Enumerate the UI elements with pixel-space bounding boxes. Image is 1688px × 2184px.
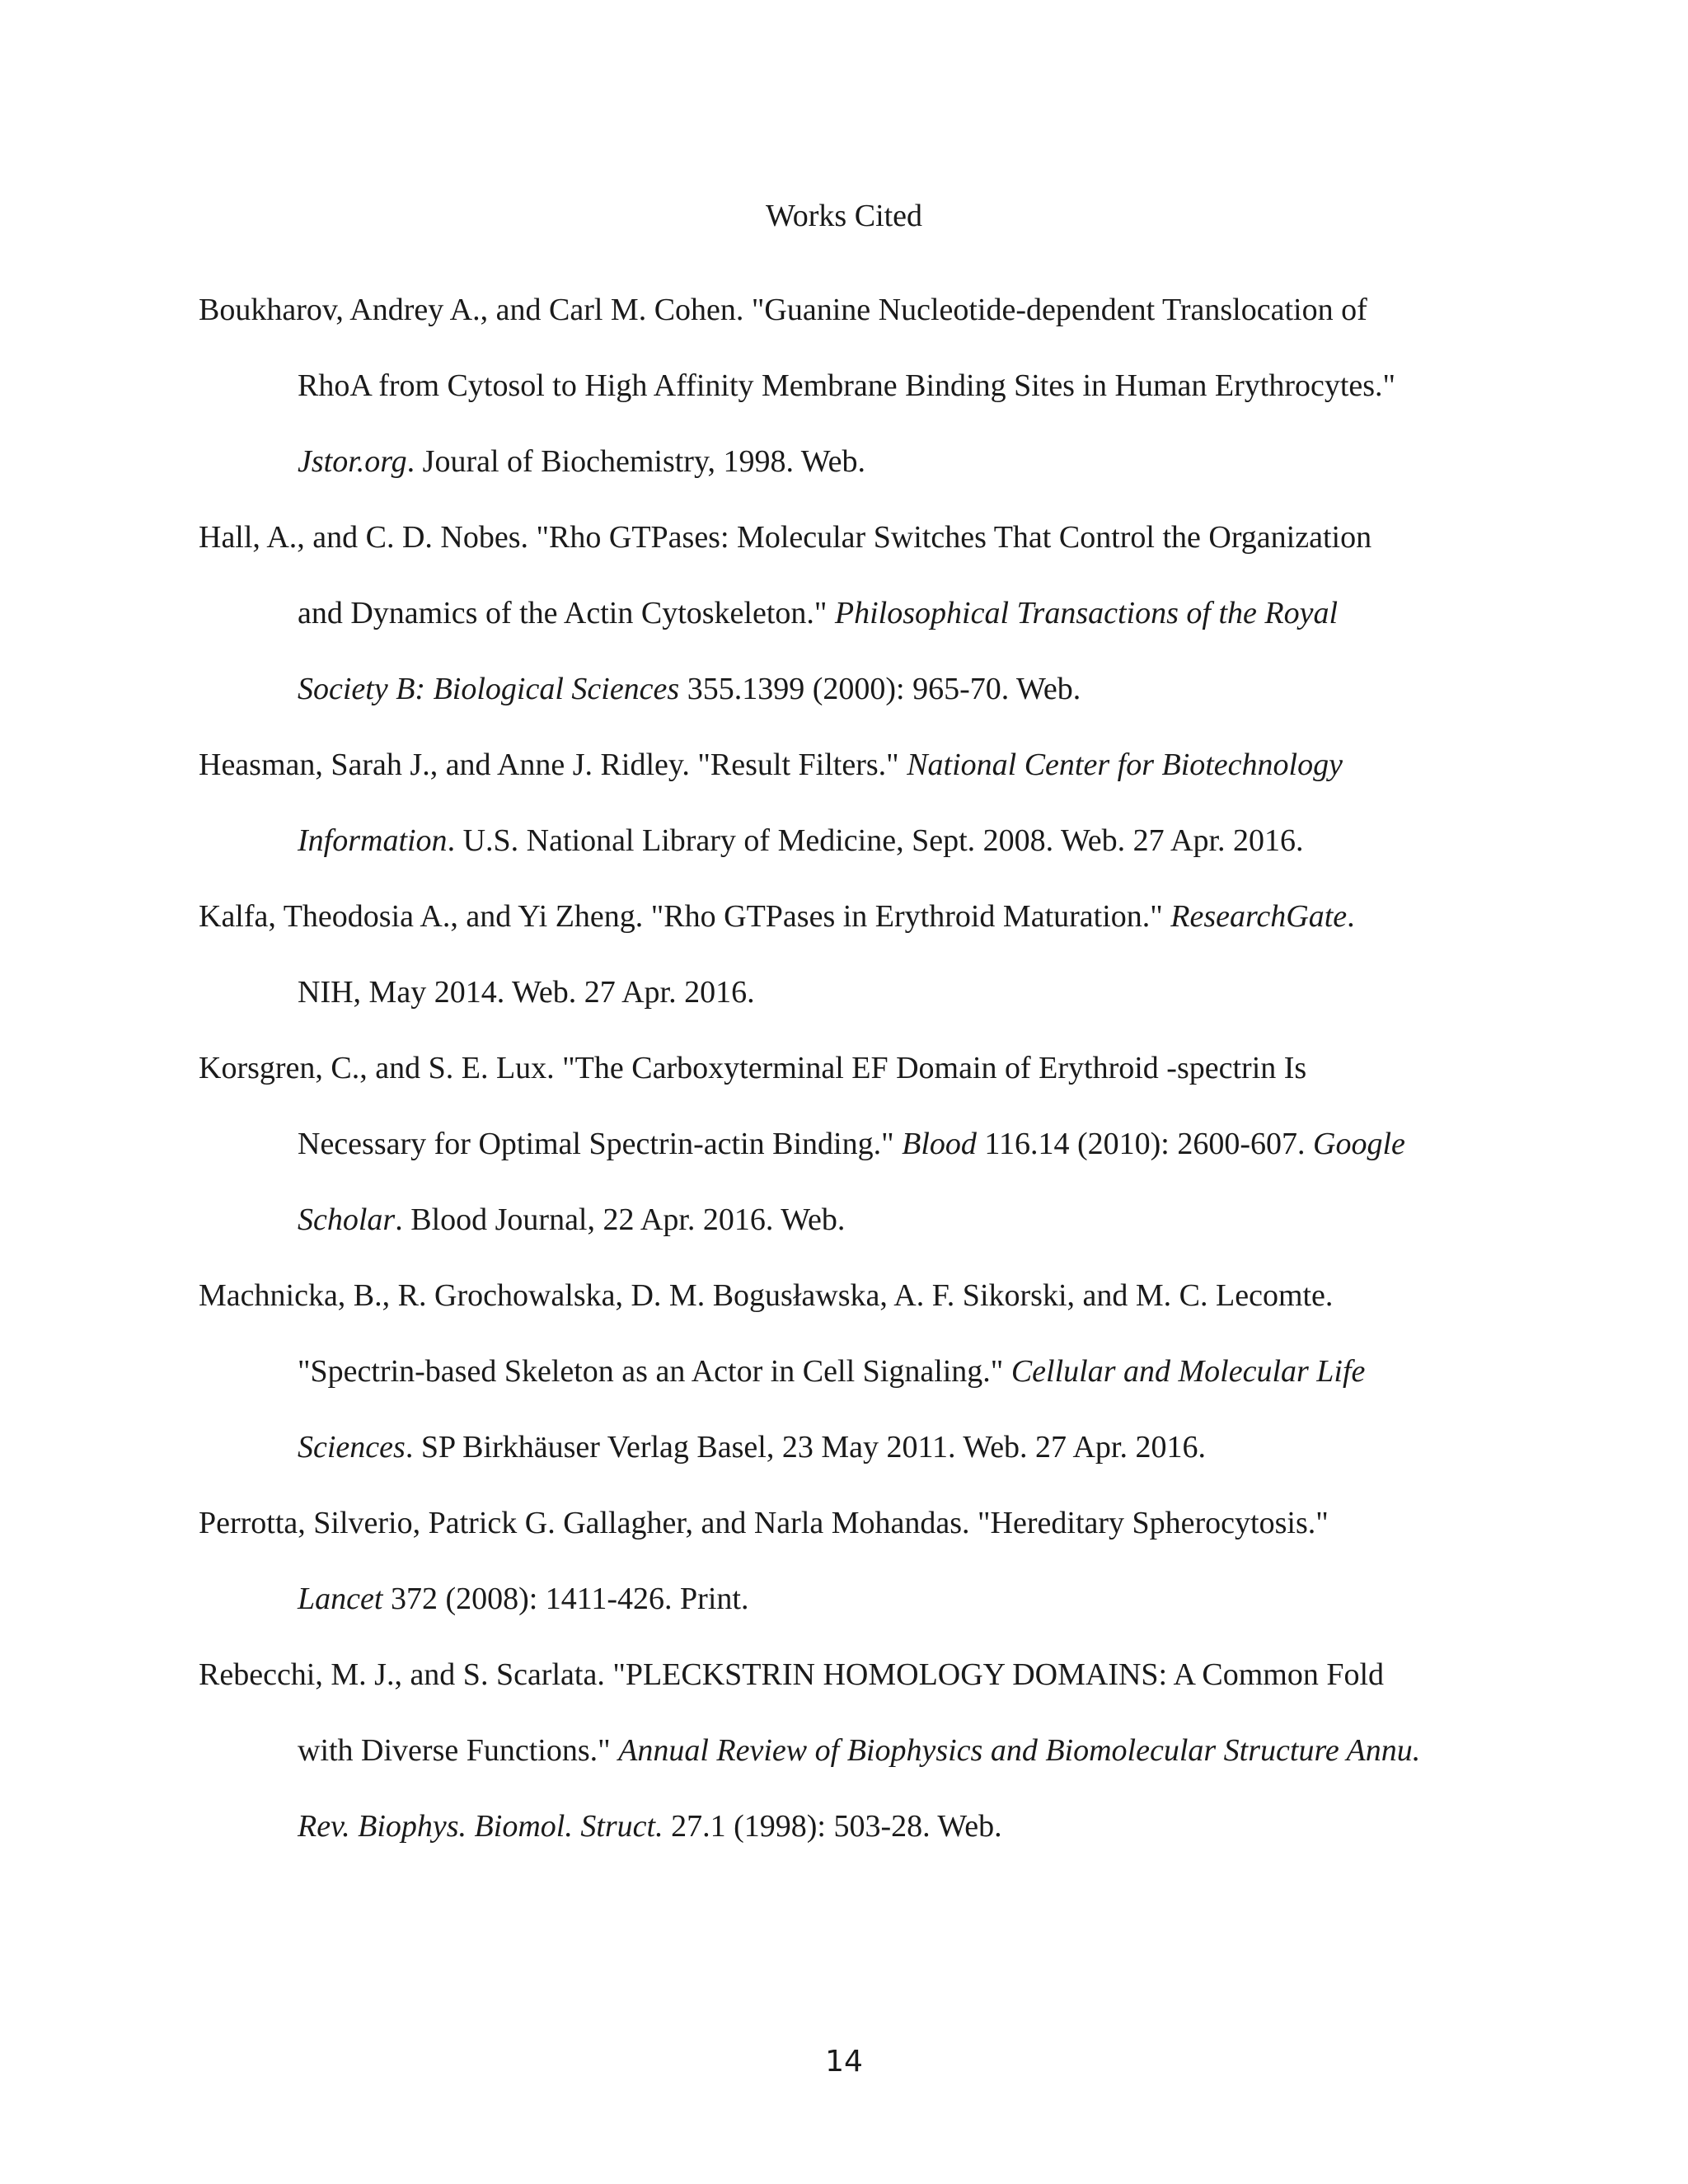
citation-line [199,1485,1517,1561]
citation-text: Machnicka, B., R. Grochowalska, D. M. Bogusławska, A. F. Sikorski, and M. C. Lecomte. [199,1278,1334,1313]
citation-text: RhoA from Cytosol to High Affinity Membrane Binding Sites in Human Erythrocytes." [298,368,1396,403]
citation-italic-text: Rev. Biophys. Biomol. Struct. [298,1809,663,1844]
citation-line [199,954,1517,1030]
citation-italic-text: Google [1313,1127,1405,1161]
citation-italic-text: Blood [902,1127,977,1161]
citation-text: . SP Birkhäuser Verlag Basel, 23 May 2011. Web. 27 Apr. 2016. [405,1430,1206,1465]
citation-line [199,272,1517,348]
citation-text: Perrotta, Silverio, Patrick G. Gallagher, and Narla Mohandas. "Hereditary Spherocytosis." [199,1506,1329,1540]
citation-italic-text: Sciences [298,1430,406,1465]
citation-line [199,1788,1517,1864]
citation-line [199,1637,1517,1713]
citation-text: with Diverse Functions." [298,1733,619,1768]
citation-entry [199,1030,1517,1258]
citation-italic-text: Information [298,823,448,858]
citation-line [199,424,1517,499]
citation-text: 116.14 (2010): 2600-607. [976,1127,1314,1161]
citation-text: Necessary for Optimal Spectrin-actin Binding." [298,1127,903,1161]
citation-text: Kalfa, Theodosia A., and Yi Zheng. "Rho GTPases in Erythroid Maturation." [199,899,1171,934]
citation-line [199,575,1517,651]
citation-entry [199,272,1517,499]
citation-text: NIH, May 2014. Web. 27 Apr. 2016. [298,975,755,1010]
citation-text: Korsgren, C., and S. E. Lux. "The Carboxyterminal EF Domain of Erythroid -spectrin Is [199,1051,1307,1085]
citation-italic-text: Society B: Biological Sciences [298,672,680,706]
citation-text: . Joural of Biochemistry, 1998. Web. [406,444,865,479]
citation-entry [199,879,1517,1030]
citation-text: 27.1 (1998): 503-28. Web. [663,1809,1002,1844]
page-title: Works Cited [765,199,923,233]
citation-line [199,879,1517,954]
citation-text: Boukharov, Andrey A., and Carl M. Cohen. "Guanine Nucleotide-dependent Translocation of [199,293,1367,327]
citation-italic-text: Philosophical Transactions of the Royal [834,596,1339,630]
citation-italic-text: Cellular and Molecular Life [1010,1354,1366,1389]
page-number: 14 [825,2045,863,2079]
citation-text: Heasman, Sarah J., and Anne J. Ridley. "Result Filters." [199,748,907,782]
citation-entry [199,499,1517,727]
citation-line [199,1333,1517,1409]
citation-line [199,1561,1517,1637]
citation-text: Hall, A., and C. D. Nobes. "Rho GTPases: Molecular Switches That Control the Organization [199,520,1372,555]
citation-italic-text: Scholar [298,1202,396,1237]
citation-line [199,651,1517,727]
citation-italic-text: Lancet [298,1582,383,1616]
citation-italic-text: National Center for Biotechnology [907,748,1343,782]
citation-italic-text: ResearchGate [1170,899,1348,934]
citation-text: "Spectrin-based Skeleton as an Actor in Cell Signaling." [298,1354,1011,1389]
citation-text: 372 (2008): 1411-426. Print. [382,1582,749,1616]
citation-line [199,1409,1517,1485]
citation-italic-text: Jstor.org [298,444,407,479]
citation-text: and Dynamics of the Actin Cytoskeleton." [298,596,835,630]
citation-text: . [1347,899,1355,934]
citation-text: . Blood Journal, 22 Apr. 2016. Web. [395,1202,846,1237]
citation-text: Rebecchi, M. J., and S. Scarlata. "PLECKSTRIN HOMOLOGY DOMAINS: A Common Fold [199,1657,1385,1692]
citation-italic-text: Annual Review of Biophysics and Biomolecular Structure Annu. [618,1733,1421,1768]
citation-line [199,1258,1517,1333]
citation-text: 355.1399 (2000): 965-70. Web. [679,672,1081,706]
citation-entry [199,1637,1517,1864]
citation-line [199,1106,1517,1182]
citation-text: . U.S. National Library of Medicine, Sept. 2008. Web. 27 Apr. 2016. [447,823,1304,858]
citation-line [199,1182,1517,1258]
citation-entry [199,1258,1517,1485]
citation-entry [199,727,1517,879]
works-cited-list [199,272,1517,1864]
citation-line [199,348,1517,424]
citation-line [199,727,1517,803]
citation-line [199,1713,1517,1788]
citation-line [199,803,1517,879]
citation-line [199,1030,1517,1106]
citation-entry [199,1485,1517,1637]
citation-line [199,499,1517,575]
